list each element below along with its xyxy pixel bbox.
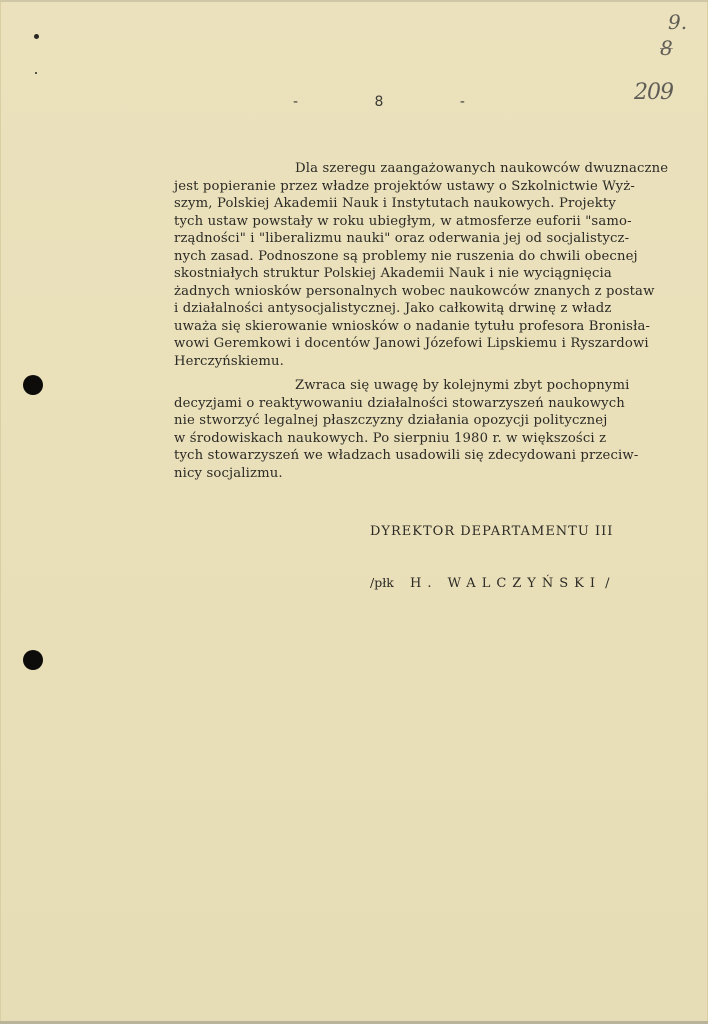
paragraph-2	[174, 377, 684, 482]
ink-speck	[34, 34, 39, 39]
punch-hole-icon	[23, 650, 43, 670]
signature-rank: /płk	[370, 575, 394, 590]
text-line: nych zasad. Podnoszone są problemy nie ruszenia do chwili obecnej	[174, 248, 638, 264]
page-edge-top	[0, 0, 708, 2]
page-number	[293, 94, 465, 110]
text-line: w środowiskach naukowych. Po sierpniu 1980 r. w większości z	[174, 430, 607, 446]
text-line: rządności" i "liberalizmu nauki" oraz oderwania jej od socjalistycz-	[174, 231, 630, 246]
signature-block	[370, 575, 610, 591]
page-number-dash-right: -	[459, 94, 465, 110]
text-line: tych stowarzyszeń we władzach usadowili się zdecydowani przeciw-	[174, 448, 639, 463]
text-line: szym, Polskiej Akademii Nauk i Instytutach naukowych. Projekty	[174, 196, 616, 211]
paragraph-1	[174, 160, 684, 370]
handwritten-archive-number: 209	[634, 80, 673, 105]
page-number-dash-left: -	[293, 94, 299, 110]
text-line: uważa się skierowanie wniosków o nadanie tytułu profesora Bronisła-	[174, 318, 651, 334]
signature-closing-slash: /	[605, 576, 610, 591]
text-line: nicy socjalizmu.	[174, 465, 283, 481]
text-line: wowi Geremkowi i docentów Janowi Józefowi Lipskiemu i Ryszardowi	[174, 336, 649, 351]
text-line: jest popieranie przez władze projektów ustawy o Szkolnictwie Wyż-	[174, 178, 635, 194]
text-line: Dla szeregu zaangażowanych naukowców dwuznaczne	[295, 161, 669, 176]
text-line: nie stworzyć legalnej płaszczyzny działania opozycji politycznej	[174, 413, 608, 428]
text-line: skostniałych struktur Polskiej Akademii Nauk i nie wyciągnięcia	[174, 266, 612, 281]
text-line: Herczyńskiemu.	[174, 353, 284, 369]
text-line: Zwraca się uwagę by kolejnymi zbyt pochopnymi	[295, 378, 630, 393]
handwritten-folio-struck: 8	[660, 36, 673, 60]
punch-hole-icon	[23, 375, 43, 395]
signature-name: H. WALCZYŃSKI	[409, 576, 602, 591]
text-line: żadnych wniosków personalnych wobec naukowców znanych z postaw	[174, 283, 655, 299]
text-line: tych ustaw powstały w roku ubiegłym, w atmosferze euforii "samo-	[174, 213, 632, 229]
handwritten-folio-current: 9.	[668, 10, 688, 34]
ink-speck	[35, 72, 37, 74]
text-line: decyzjami o reaktywowaniu działalności stowarzyszeń naukowych	[174, 395, 625, 411]
page-number-value: 8	[374, 94, 384, 110]
signature-title: DYREKTOR DEPARTAMENTU III	[370, 524, 614, 539]
text-line: i działalności antysocjalistycznej. Jako całkowitą drwinę z władz	[174, 301, 612, 316]
